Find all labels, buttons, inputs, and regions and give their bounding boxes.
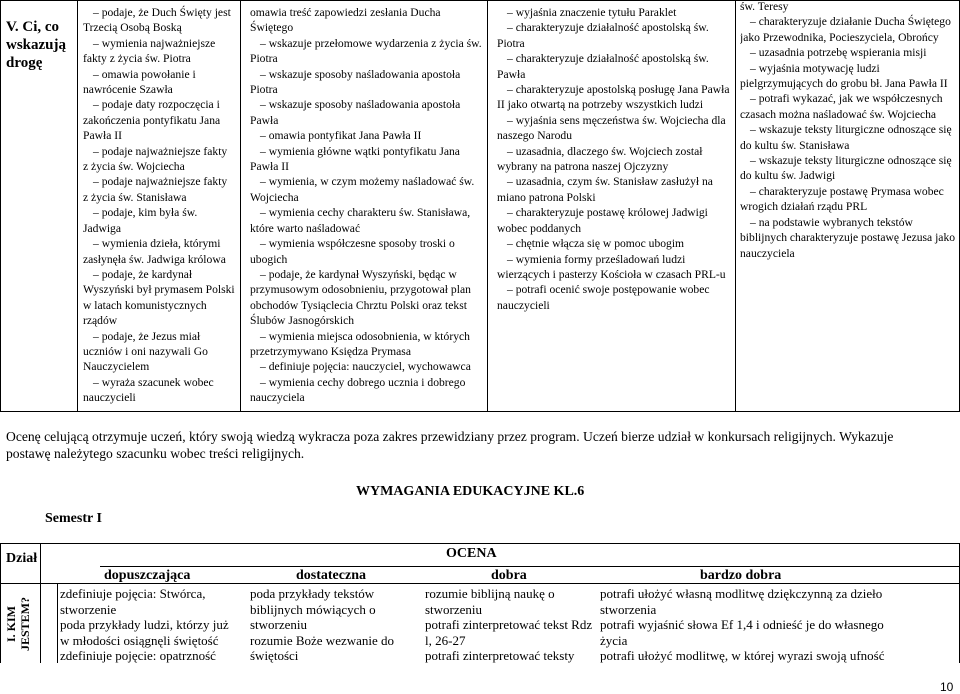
requirement-item: – chętnie włącza się w pomoc ubogim <box>507 237 685 251</box>
requirement-item: – potrafi ocenić swoje postępowanie wobec nauczycieli <box>497 283 710 312</box>
requirement-item: św. Teresy <box>740 0 789 13</box>
requirement-item: – wymienia cechy dobrego ucznia i dobrego nauczyciela <box>250 375 466 405</box>
requirement-item: – wymienia współczesne sposoby troski o ubogich <box>250 237 455 266</box>
requirement-item: omawia treść zapowiedzi zesłania Ducha Świętego <box>250 6 441 35</box>
bottom-item: rozumie biblijną naukę o stworzeniu <box>425 586 555 617</box>
celujaca-paragraph: Ocenę celującą otrzymuje uczeń, który swoją wiedzą wykracza poza zakres przewidziany przez program. Uczeń bierze udział w konkursach religijnych. Wykazuje postawę należytego szacunku wobec treści religijnych. <box>6 429 894 461</box>
requirement-item: – wskazuje teksty liturgiczne odnoszące się do kultu św. Stanisława <box>740 123 952 152</box>
requirement-item: – wymienia, w czym możemy naśladować św. Wojciecha <box>250 175 475 204</box>
requirement-item: – charakteryzuje postawę królowej Jadwigi wobec poddanych <box>497 206 708 235</box>
bottom-item: poda przykłady tekstów biblijnych mówiących o stworzeniu <box>250 586 376 633</box>
requirement-item: – definiuje pojęcia: nauczyciel, wychowawca <box>260 360 471 374</box>
requirement-item: – wskazuje sposoby naśladowania apostoła Piotra <box>250 67 461 97</box>
page-number: 10 <box>940 680 954 694</box>
dzial-label: Dział <box>6 551 38 566</box>
requirement-item: – wymienia dzieła, którymi zasłynęła św. Jadwiga królowa <box>83 237 226 266</box>
top-table-border <box>240 0 241 412</box>
section-vertical-title <box>4 586 40 662</box>
bottom-item: rozumie Boże wezwanie do świętości <box>250 632 395 664</box>
section-title <box>6 18 76 72</box>
requirement-item: – podaje, że Duch Święty jest Trzecią Osobą Boską <box>83 6 231 35</box>
top-table-border <box>0 411 960 412</box>
requirement-item: – wskazuje przełomowe wydarzenia z życia św. Piotra <box>250 36 482 66</box>
ocena-label: OCENA <box>446 546 497 561</box>
requirement-item: – podaje, że kardynał Wyszyński był prymasem Polski w latach komunistycznych rządów <box>83 267 235 328</box>
bottom-table-border <box>0 543 1 663</box>
bottom-item: potrafi ułożyć modlitwę, w której wyrazi swoją ufność <box>600 648 885 664</box>
requirement-item: – charakteryzuje działalność apostolską św. Piotra <box>497 21 709 50</box>
requirement-item: – wyjaśnia motywację ludzi pielgrzymujących do grobu bł. Jana Pawła II <box>740 61 948 91</box>
bottom-col-dopuszczajaca <box>60 586 238 664</box>
grade-header: bardzo dobra <box>700 568 782 583</box>
requirement-item: – wymienia najważniejsze fakty z życia św. Piotra <box>83 36 216 66</box>
requirement-item: – wskazuje sposoby naśladowania apostoła Pawła <box>250 98 461 127</box>
requirements-col-dobra <box>497 5 731 410</box>
requirement-item: – wymienia cechy charakteru św. Stanisława, które warto naśladować <box>250 206 471 235</box>
requirement-item: – podaje najważniejsze fakty z życia św. Stanisława <box>83 175 228 204</box>
section-title-line: wskazują <box>6 37 67 53</box>
requirement-item: – wyjaśnia znaczenie tytułu Paraklet <box>507 6 677 19</box>
grade-header: dopuszczająca <box>104 568 191 583</box>
bottom-item: potrafi zinterpretować teksty <box>425 648 575 664</box>
bottom-table-border <box>40 543 41 663</box>
requirement-item: – potrafi wykazać, jak we współczesnych czasach można naśladować św. Wojciecha <box>740 92 943 121</box>
semester-label: Semestr I <box>45 511 102 526</box>
top-table-border <box>77 0 78 412</box>
requirement-item: – podaje, że kardynał Wyszyński, będąc w przymusowym odosobnieniu, przygotował plan obchodów Tysiąclecia Chrztu Polski oraz tekst Ślubów Jasnogórskich <box>250 267 471 328</box>
requirement-item: – charakteryzuje apostolską posługę Jana Pawła II jako otwartą na potrzeby wszystkich ludzi <box>497 83 730 112</box>
requirement-item: – podaje, kim była św. Jadwiga <box>83 206 198 235</box>
top-table-border <box>0 0 1 412</box>
bottom-col-dostateczna <box>250 586 415 664</box>
requirement-item: – charakteryzuje postawę Prymasa wobec wrogich działań rządu PRL <box>740 184 944 214</box>
requirements-col-bardzo-dobra <box>740 0 956 410</box>
requirement-item: – charakteryzuje działalność apostolską św. Pawła <box>497 52 709 81</box>
requirement-item: – podaje, że Jezus miał uczniów i oni nazywali Go Nauczycielem <box>83 329 208 374</box>
requirement-item: – wyjaśnia sens męczeństwa św. Wojciecha dla naszego Narodu <box>497 113 726 143</box>
bottom-item: potrafi ułożyć własną modlitwę dziękczynną za dzieło stworzenia <box>600 586 883 617</box>
bottom-item: potrafi zinterpretować tekst Rdz l, 26-27 <box>425 617 593 648</box>
requirement-item: – podaje najważniejsze fakty z życia św. Wojciecha <box>83 144 228 174</box>
requirement-item: – charakteryzuje działanie Ducha Świętego jako Przewodnika, Pocieszyciela, Obrońcy <box>740 15 951 44</box>
requirement-item: – na podstawie wybranych tekstów biblijnych charakteryzuje postawę Jezusa jako nauczyciela <box>740 215 956 260</box>
requirement-item: – wymienia formy prześladowań ludzi wierzących i pasterzy Kościoła w czasach PRL-u <box>497 252 726 281</box>
bottom-item: potrafi wyjaśnić słowa Ef 1,4 i odnieść je do własnego życia <box>600 617 884 648</box>
section-title-line: drogę <box>6 55 43 71</box>
requirement-item: – wymienia miejsca odosobnienia, w których przetrzymywano Księdza Prymasa <box>250 329 470 358</box>
bottom-table-border <box>57 583 58 663</box>
requirement-item: – wymienia główne wątki pontyfikatu Jana Pawła II <box>250 144 460 174</box>
requirement-item: – podaje daty rozpoczęcia i zakończenia pontyfikatu Jana Pawła II <box>83 98 221 143</box>
grade-header: dobra <box>491 568 527 583</box>
bottom-col-dobra <box>425 586 595 664</box>
bottom-table-border <box>100 566 960 567</box>
top-table-border <box>735 0 736 412</box>
requirement-item: – omawia pontyfikat Jana Pawła II <box>260 129 422 143</box>
requirement-item: – wyraża szacunek wobec nauczycieli <box>83 375 214 405</box>
bottom-col-bardzo-dobra <box>600 586 900 664</box>
top-table-border <box>487 0 488 412</box>
requirement-item: – uzasadnia, dlaczego św. Wojciech został wybrany na patrona naszej Ojczyzny <box>497 144 703 174</box>
requirement-item: – uzasadnia, czym św. Stanisław zasłużył na miano patrona Polski <box>497 175 713 204</box>
requirements-col-dostateczna <box>250 5 482 410</box>
section-vertical-line: JESTEM? <box>18 597 32 652</box>
requirement-item: – omawia powołanie i nawrócenie Szawła <box>83 67 196 97</box>
grade-header: dostateczna <box>296 568 366 583</box>
requirement-item: – wskazuje teksty liturgiczne odnoszące się do kultu św. Jadwigi <box>740 154 952 183</box>
bottom-item: zdefiniuje pojęcie: opatrzność <box>60 648 216 664</box>
bottom-item: poda przykłady ludzi, którzy już w młodości osiągnęli świętość <box>60 617 229 648</box>
requirements-col-dopuszczajaca <box>83 5 235 410</box>
section-vertical-line: I. KIM <box>4 606 18 642</box>
bottom-item: zdefiniuje pojęcia: Stwórca, stworzenie <box>60 586 206 617</box>
bottom-table-border <box>0 543 960 544</box>
requirements-heading: WYMAGANIA EDUKACYJNE KL.6 <box>356 484 585 499</box>
requirement-item: – uzasadnia potrzebę wspierania misji <box>750 46 927 60</box>
section-title-line: V. Ci, co <box>6 19 60 35</box>
